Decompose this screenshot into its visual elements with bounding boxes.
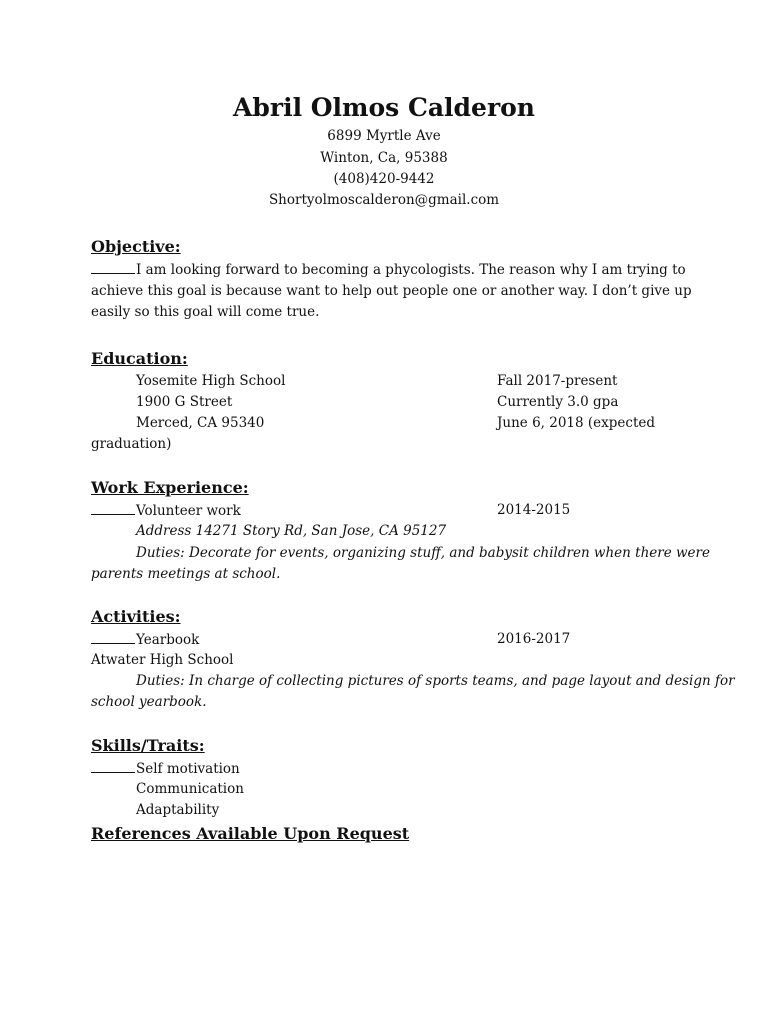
- education-street: 1900 G Street: [136, 394, 233, 410]
- work-title: Volunteer work: [136, 503, 241, 519]
- indent-underline: [91, 261, 135, 274]
- indent-underline: [91, 760, 135, 773]
- education-city: Merced, CA 95340: [136, 415, 265, 431]
- email-line: Shortyolmoscalderon@gmail.com: [268, 192, 500, 208]
- objective-text-1: I am looking forward to becoming a phycologists. The reason why I am trying to: [136, 262, 686, 278]
- activities-years: 2016-2017: [497, 631, 571, 647]
- skills-heading: Skills/Traits:: [91, 736, 205, 755]
- activities-title-line: [91, 631, 199, 648]
- skill-item: Communication: [136, 781, 244, 797]
- work-duties-2: parents meetings at school.: [91, 566, 281, 582]
- skill-item: [91, 760, 240, 777]
- education-grad: June 6, 2018 (expected: [497, 415, 656, 431]
- work-heading: Work Experience:: [91, 478, 249, 497]
- education-grad-cont: graduation): [91, 436, 172, 452]
- education-gpa: Currently 3.0 gpa: [497, 394, 619, 410]
- education-date: Fall 2017-present: [497, 373, 618, 389]
- activities-duties-2: school yearbook.: [91, 694, 207, 710]
- indent-underline: [91, 502, 135, 515]
- activities-duties-1: Duties: In charge of collecting pictures of sports teams, and page layout and design for: [136, 673, 735, 689]
- activities-school: Atwater High School: [91, 652, 234, 668]
- references-heading: References Available Upon Request: [91, 824, 410, 843]
- objective-line-1: [91, 261, 686, 278]
- work-years: 2014-2015: [497, 502, 571, 518]
- indent-underline: [91, 631, 135, 644]
- activities-heading: Activities:: [91, 607, 181, 626]
- resume-name: Abril Olmos Calderon: [233, 93, 535, 122]
- objective-heading: Objective:: [91, 237, 181, 256]
- education-heading: Education:: [91, 349, 188, 368]
- objective-line-3: easily so this goal will come true.: [91, 304, 320, 320]
- activities-title: Yearbook: [136, 632, 200, 648]
- education-school: Yosemite High School: [136, 373, 286, 389]
- address-line: 6899 Myrtle Ave: [327, 128, 441, 144]
- work-address: Address 14271 Story Rd, San Jose, CA 95127: [136, 523, 447, 539]
- objective-line-2: achieve this goal is because want to help out people one or another way. I don’t give up: [91, 283, 692, 299]
- skill-item: Adaptability: [136, 802, 220, 818]
- work-duties-1: Duties: Decorate for events, organizing stuff, and babysit children when there were: [136, 545, 710, 561]
- phone-line: (408)420-9442: [333, 171, 435, 187]
- work-title-line: [91, 502, 241, 519]
- skill-text: Self motivation: [136, 761, 240, 777]
- city-line: Winton, Ca, 95388: [320, 150, 448, 166]
